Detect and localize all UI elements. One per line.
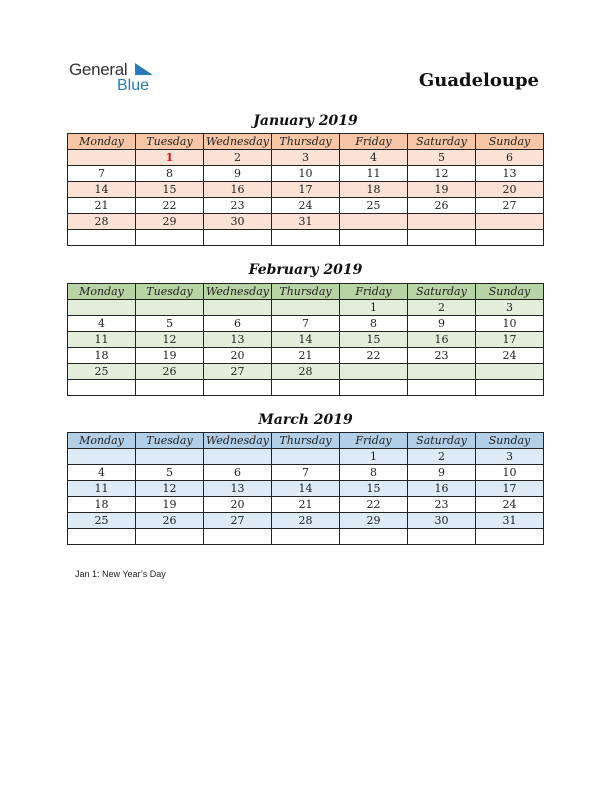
day-cell: 9 (204, 166, 272, 182)
day-cell (68, 300, 136, 316)
day-cell: 13 (204, 332, 272, 348)
day-cell: 16 (204, 182, 272, 198)
day-cell (204, 230, 272, 246)
day-cell: 28 (272, 513, 340, 529)
day-cell: 30 (204, 214, 272, 230)
day-cell: 14 (68, 182, 136, 198)
day-cell: 16 (408, 332, 476, 348)
day-cell: 5 (136, 316, 204, 332)
day-cell: 15 (340, 332, 408, 348)
day-cell: 5 (136, 465, 204, 481)
day-cell: 23 (204, 198, 272, 214)
day-cell (408, 364, 476, 380)
day-cell: 4 (68, 465, 136, 481)
day-cell: 12 (136, 332, 204, 348)
day-cell: 24 (476, 497, 544, 513)
day-cell: 26 (136, 513, 204, 529)
day-cell (136, 529, 204, 545)
day-cell (272, 300, 340, 316)
day-cell: 2 (408, 300, 476, 316)
day-cell (476, 214, 544, 230)
day-cell: 29 (340, 513, 408, 529)
day-cell: 3 (476, 449, 544, 465)
day-cell: 7 (272, 465, 340, 481)
day-cell (340, 380, 408, 396)
day-cell (136, 380, 204, 396)
day-cell: 24 (476, 348, 544, 364)
logo-blue-text: Blue (117, 77, 150, 94)
day-cell (476, 230, 544, 246)
week-row (68, 150, 544, 166)
weekday-header: Thursday (272, 134, 340, 150)
week-row (68, 465, 544, 481)
week-row (68, 214, 544, 230)
day-cell: 22 (136, 198, 204, 214)
day-cell: 2 (204, 150, 272, 166)
day-cell: 20 (204, 497, 272, 513)
day-cell: 17 (476, 332, 544, 348)
week-row (68, 529, 544, 545)
weekday-header: Friday (340, 134, 408, 150)
day-cell: 25 (68, 513, 136, 529)
day-cell: 4 (68, 316, 136, 332)
day-cell: 21 (68, 198, 136, 214)
week-row (68, 198, 544, 214)
day-cell: 3 (476, 300, 544, 316)
brand-logo (69, 60, 169, 96)
day-cell: 24 (272, 198, 340, 214)
day-cell (68, 230, 136, 246)
country-title: Guadeloupe (418, 70, 539, 91)
day-cell: 21 (272, 348, 340, 364)
day-cell: 20 (476, 182, 544, 198)
week-row (68, 513, 544, 529)
weekday-header: Thursday (272, 433, 340, 449)
logo-general-text: General (69, 60, 128, 79)
day-cell: 18 (68, 497, 136, 513)
weekday-header: Sunday (476, 284, 544, 300)
day-cell: 16 (408, 481, 476, 497)
day-cell: 1 (136, 150, 204, 166)
day-cell: 15 (340, 481, 408, 497)
week-row (68, 449, 544, 465)
day-cell: 14 (272, 332, 340, 348)
day-cell: 1 (340, 449, 408, 465)
day-cell: 6 (204, 465, 272, 481)
weekday-header: Tuesday (136, 433, 204, 449)
day-cell: 14 (272, 481, 340, 497)
week-row (68, 481, 544, 497)
weekday-header: Friday (340, 433, 408, 449)
day-cell: 19 (408, 182, 476, 198)
day-cell: 21 (272, 497, 340, 513)
week-row (68, 364, 544, 380)
day-cell (68, 449, 136, 465)
logo-triangle-icon (135, 63, 153, 77)
month-title-march: March 2019 (258, 412, 353, 428)
day-cell (408, 230, 476, 246)
day-cell (272, 380, 340, 396)
day-cell: 19 (136, 348, 204, 364)
weekday-header: Wednesday (204, 433, 272, 449)
calendar-february (67, 283, 544, 396)
day-cell: 13 (204, 481, 272, 497)
weekday-header: Wednesday (204, 134, 272, 150)
day-cell (204, 380, 272, 396)
day-cell: 11 (340, 166, 408, 182)
week-row (68, 380, 544, 396)
day-cell: 23 (408, 497, 476, 513)
day-cell: 23 (408, 348, 476, 364)
day-cell (272, 230, 340, 246)
day-cell: 10 (476, 316, 544, 332)
day-cell: 27 (476, 198, 544, 214)
weekday-header: Tuesday (136, 134, 204, 150)
day-cell (136, 230, 204, 246)
day-cell: 10 (476, 465, 544, 481)
weekday-header: Saturday (408, 134, 476, 150)
day-cell: 7 (272, 316, 340, 332)
weekday-header: Tuesday (136, 284, 204, 300)
day-cell (136, 449, 204, 465)
day-cell: 5 (408, 150, 476, 166)
day-cell (68, 380, 136, 396)
day-cell: 22 (340, 348, 408, 364)
day-cell (136, 300, 204, 316)
day-cell: 17 (476, 481, 544, 497)
weekday-header: Sunday (476, 134, 544, 150)
week-row (68, 497, 544, 513)
weekday-header-row (68, 134, 544, 150)
day-cell: 28 (68, 214, 136, 230)
day-cell: 27 (204, 364, 272, 380)
day-cell: 27 (204, 513, 272, 529)
day-cell: 17 (272, 182, 340, 198)
weekday-header: Sunday (476, 433, 544, 449)
day-cell: 30 (408, 513, 476, 529)
week-row (68, 230, 544, 246)
calendar-march (67, 432, 544, 545)
day-cell (272, 449, 340, 465)
day-cell: 12 (136, 481, 204, 497)
day-cell: 31 (272, 214, 340, 230)
weekday-header: Saturday (408, 433, 476, 449)
week-row (68, 332, 544, 348)
day-cell: 26 (408, 198, 476, 214)
week-row (68, 348, 544, 364)
day-cell: 18 (340, 182, 408, 198)
day-cell: 8 (340, 316, 408, 332)
day-cell: 8 (136, 166, 204, 182)
day-cell: 13 (476, 166, 544, 182)
weekday-header: Monday (68, 284, 136, 300)
day-cell: 3 (272, 150, 340, 166)
day-cell: 25 (340, 198, 408, 214)
weekday-header: Thursday (272, 284, 340, 300)
month-title-february: February 2019 (248, 262, 363, 278)
day-cell (340, 364, 408, 380)
day-cell: 25 (68, 364, 136, 380)
day-cell: 7 (68, 166, 136, 182)
weekday-header-row (68, 433, 544, 449)
day-cell: 2 (408, 449, 476, 465)
day-cell: 9 (408, 316, 476, 332)
week-row (68, 316, 544, 332)
day-cell (340, 230, 408, 246)
weekday-header-row (68, 284, 544, 300)
day-cell (204, 300, 272, 316)
day-cell: 9 (408, 465, 476, 481)
day-cell: 6 (204, 316, 272, 332)
day-cell: 1 (340, 300, 408, 316)
day-cell: 29 (136, 214, 204, 230)
day-cell: 22 (340, 497, 408, 513)
day-cell (68, 529, 136, 545)
day-cell: 15 (136, 182, 204, 198)
day-cell (272, 529, 340, 545)
day-cell (340, 214, 408, 230)
day-cell: 28 (272, 364, 340, 380)
day-cell (476, 364, 544, 380)
weekday-header: Monday (68, 134, 136, 150)
day-cell: 6 (476, 150, 544, 166)
weekday-header: Monday (68, 433, 136, 449)
week-row (68, 300, 544, 316)
weekday-header: Saturday (408, 284, 476, 300)
holiday-note: Jan 1: New Year’s Day (75, 569, 166, 579)
day-cell (476, 380, 544, 396)
day-cell: 18 (68, 348, 136, 364)
weekday-header: Wednesday (204, 284, 272, 300)
day-cell (68, 150, 136, 166)
day-cell: 31 (476, 513, 544, 529)
day-cell (340, 529, 408, 545)
day-cell: 11 (68, 332, 136, 348)
week-row (68, 182, 544, 198)
day-cell: 8 (340, 465, 408, 481)
day-cell: 20 (204, 348, 272, 364)
month-title-january: January 2019 (253, 113, 358, 129)
day-cell (476, 529, 544, 545)
day-cell: 26 (136, 364, 204, 380)
day-cell: 19 (136, 497, 204, 513)
day-cell (408, 380, 476, 396)
week-row (68, 166, 544, 182)
calendar-january (67, 133, 544, 246)
day-cell (204, 529, 272, 545)
day-cell: 12 (408, 166, 476, 182)
weekday-header: Friday (340, 284, 408, 300)
day-cell (408, 529, 476, 545)
day-cell: 11 (68, 481, 136, 497)
day-cell: 4 (340, 150, 408, 166)
day-cell: 10 (272, 166, 340, 182)
day-cell (408, 214, 476, 230)
day-cell (204, 449, 272, 465)
